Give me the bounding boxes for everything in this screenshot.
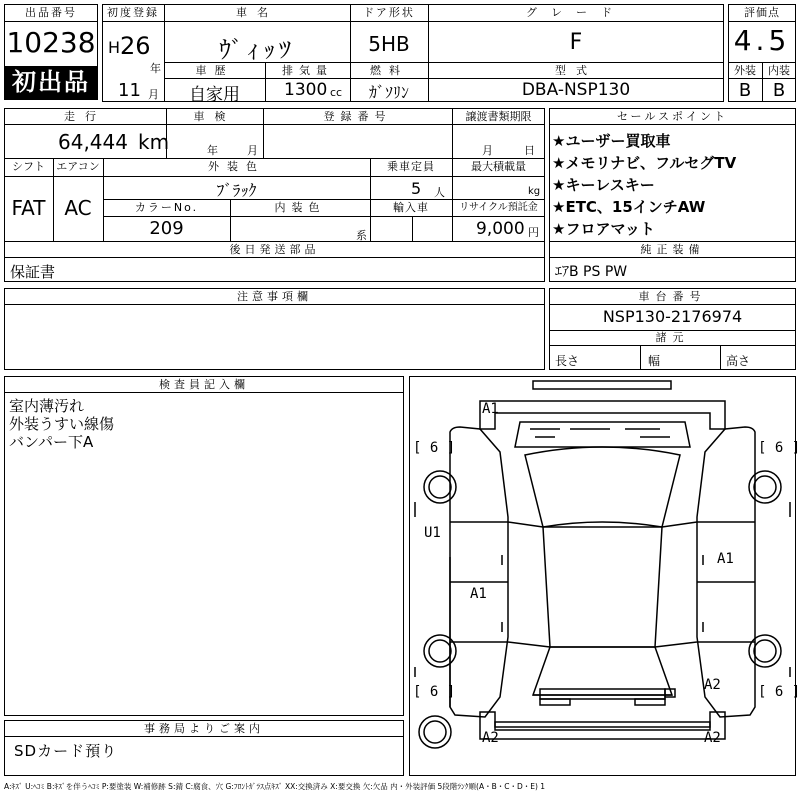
reg-year: 26 <box>120 32 151 60</box>
model-value: DBA-NSP130 <box>521 80 631 100</box>
reg-no-label: 登録番号 <box>323 110 392 123</box>
grade-label: グレード <box>526 6 626 19</box>
later-parts-value: 保証書 <box>10 263 56 281</box>
color-no-value: 209 <box>149 218 184 239</box>
transfer-label: 譲渡書類期限 <box>465 110 532 123</box>
door-type: 5HB <box>368 32 410 56</box>
seats-value: 5 <box>411 179 422 198</box>
legend-footer: A:ｷｽﾞ U:ﾍｺﾐ B:ｷｽﾞを伴うﾍｺﾐ P:要塗装 W:補修跡 S:錆 C:腐食、穴 G:ﾌﾛﾝﾄｶﾞﾗｽ点ｷｽﾞ XX:交換済み X:要交換 欠:欠品 内・外装評価 5段階ﾗﾝｸ順(A・B・C・D・E) 1 <box>4 782 546 791</box>
equip-value: ｴｱB PS PW <box>555 264 628 280</box>
damage-mark: U1 <box>424 525 441 541</box>
mileage-unit: km <box>138 130 170 154</box>
int-color-label: 内装色 <box>274 201 326 214</box>
int-grade-label: 内装 <box>768 64 790 77</box>
displacement-unit: cc <box>330 86 343 99</box>
chassis-label: 車台番号 <box>638 290 707 303</box>
history-label: 車歴 <box>195 64 234 77</box>
color-value: ﾌﾞﾗｯｸ <box>216 181 257 200</box>
tire-tread-label: [ 6 ] <box>413 684 456 700</box>
inspector-line: 外装うすい線傷 <box>9 415 115 433</box>
tire-tread-label: [ 6 ] <box>758 440 800 456</box>
mileage-label: 走行 <box>64 110 106 123</box>
load-unit: kg <box>528 186 541 197</box>
color-no-label: カラーNo. <box>134 201 199 214</box>
damage-mark: A2 <box>704 730 721 746</box>
model-label: 型式 <box>555 64 597 77</box>
displacement-value: 1300 <box>284 80 328 100</box>
history-value: 自家用 <box>189 85 240 105</box>
recycle-label: リサイクル預託金 <box>459 202 538 213</box>
reg-year-unit: 年 <box>150 62 161 75</box>
recycle-unit: 円 <box>528 226 539 239</box>
sales-point: ★キーレスキー <box>552 176 655 194</box>
grade-value: F <box>569 30 583 55</box>
first-reg-label: 初度登録 <box>107 6 159 19</box>
import-label: 輸入車 <box>393 201 429 214</box>
seats-label: 乗車定員 <box>387 160 435 173</box>
office-text: SDカード預り <box>14 742 118 760</box>
first-listing-badge: 初出品 <box>5 66 97 99</box>
door-label: ドア形状 <box>363 6 415 19</box>
ac-label: エアコン <box>56 160 100 173</box>
caution-label: 注意事項欄 <box>237 290 312 303</box>
tire-tread-label: [ 6 ] <box>758 684 800 700</box>
damage-mark: A1 <box>470 586 487 602</box>
fuel-value: ｶﾞｿﾘﾝ <box>368 83 409 102</box>
color-label: 外装色 <box>208 160 265 173</box>
inspector-line: バンパー下A <box>9 433 94 451</box>
inspection-label: 車検 <box>193 110 236 123</box>
recycle-value: 9,000 <box>476 219 525 239</box>
sales-point: ★ETC、15インチAW <box>552 198 706 216</box>
load-label: 最大積載量 <box>471 160 526 173</box>
damage-mark: A1 <box>482 401 499 417</box>
sales-point: ★フロアマット <box>552 220 655 238</box>
transfer-day-unit: 日 <box>524 144 535 157</box>
shift-value: FAT <box>11 196 46 220</box>
office-label: 事務局よりご案内 <box>144 722 264 735</box>
damage-mark: A2 <box>704 677 721 693</box>
damage-mark: A2 <box>482 730 499 746</box>
inspector-label: 検査員記入欄 <box>159 378 249 391</box>
reg-era: H <box>108 38 121 57</box>
inspection-month-unit: 月 <box>247 144 258 157</box>
dims-label: 諸元 <box>655 331 690 344</box>
score-value: 4.5 <box>733 24 791 57</box>
mileage-value: 64,444 <box>58 130 128 154</box>
displacement-label: 排気量 <box>282 64 333 77</box>
sales-point: ★メモリナビ、フルセグTV <box>552 154 737 172</box>
int-color-unit: 系 <box>356 229 367 242</box>
score-label: 評価点 <box>744 6 780 19</box>
ac-value: AC <box>64 196 92 220</box>
shift-label: シフト <box>12 160 45 173</box>
reg-month-unit: 月 <box>148 88 159 101</box>
car-diagram <box>409 376 800 776</box>
tire-tread-label: [ 6 ] <box>413 440 456 456</box>
ext-grade-label: 外装 <box>734 64 756 77</box>
inspection-year-unit: 年 <box>207 144 218 157</box>
damage-mark: A1 <box>717 551 734 567</box>
later-parts-label: 後日発送部品 <box>229 243 320 256</box>
int-grade: B <box>772 80 786 101</box>
fuel-label: 燃料 <box>370 64 408 77</box>
inspector-line: 室内薄汚れ <box>9 397 85 415</box>
seats-unit: 人 <box>434 186 445 199</box>
reg-month: 11 <box>118 80 141 101</box>
lot-label: 出品番号 <box>25 6 77 19</box>
car-name: ｳﾞｨｯﾂ <box>219 36 295 64</box>
equip-label: 純正装備 <box>640 243 705 256</box>
lot-number: 10238 <box>6 26 96 59</box>
sales-label: セールスポイント <box>616 110 728 123</box>
width-label: 幅 <box>648 354 661 368</box>
transfer-month-unit: 月 <box>482 144 493 157</box>
ext-grade: B <box>738 80 752 101</box>
sales-point: ★ユーザー買取車 <box>552 132 671 150</box>
car-name-label: 車名 <box>236 6 278 19</box>
length-label: 長さ <box>555 354 580 368</box>
height-label: 高さ <box>726 354 751 368</box>
chassis-number: NSP130-2176974 <box>602 307 743 326</box>
